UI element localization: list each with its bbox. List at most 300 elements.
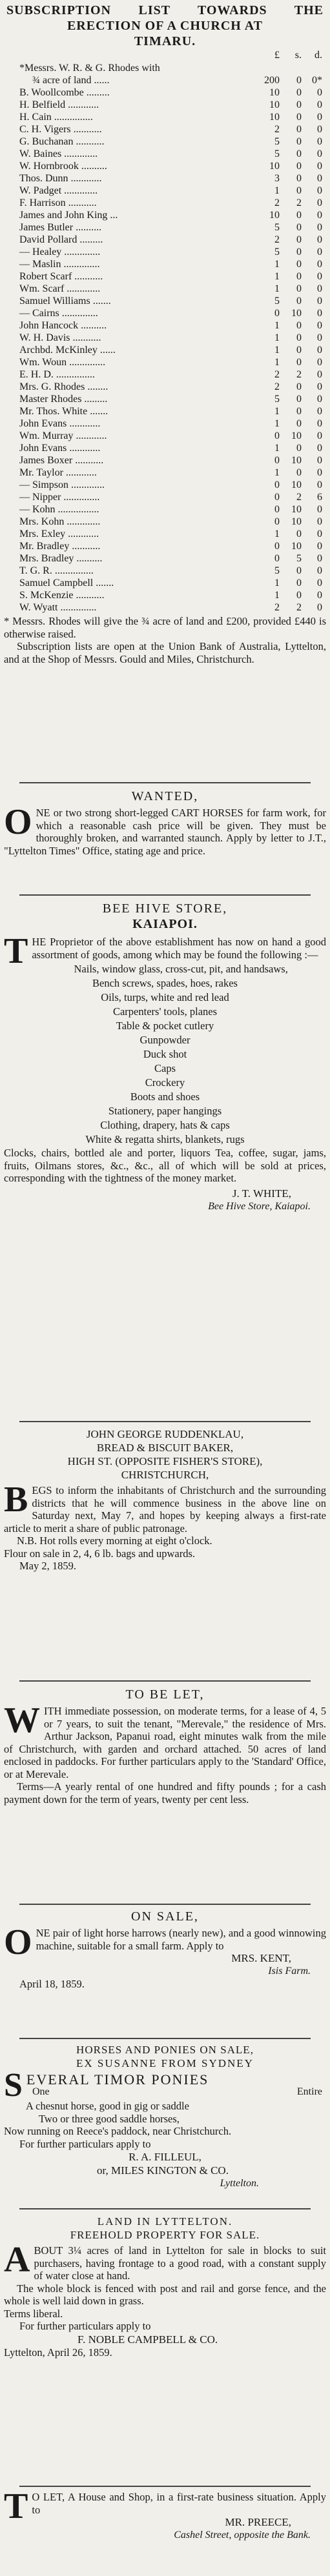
subscriber-name: Mrs. G. Rhodes ........ (19, 381, 108, 392)
amount-pounds: 1 (274, 590, 280, 601)
amount-pence: 0 (317, 406, 322, 417)
beehive-outro: Clocks, chairs, bottled ale and porter, liquors Tea, coffee, sugar, jams, fruits, Oilmans stores, &c., &c., all of which will be sold at prices, corresponding with the tightness of the money market. (4, 1147, 326, 1184)
amount-pence: 0 (317, 578, 322, 589)
divider (19, 782, 311, 783)
horses-item: A chesnut horse, good in gig or saddle (26, 2100, 189, 2112)
amount-pounds: 5 (274, 136, 280, 147)
amount-shillings: 0 (296, 247, 302, 257)
amount-pence: 0 (317, 259, 322, 270)
amount-shillings: 0 (296, 467, 302, 478)
amount-shillings: 0 (296, 161, 302, 172)
goods-item: Table & pocket cutlery (116, 1020, 214, 1032)
subscription-row (0, 540, 330, 552)
amount-pounds: 1 (274, 467, 280, 478)
wanted-ad (0, 789, 330, 857)
amount-pounds: 1 (274, 345, 280, 356)
beehive-intro-text: HE Proprietor of the above establishment has now on hand a good assortment of goods, among which may be found the following :— (32, 936, 326, 961)
subscriber-name: Wm. Murray ............ (19, 430, 107, 441)
subscriber-name: H. Belfield ............ (19, 99, 99, 110)
divider (19, 1421, 311, 1422)
amount-pounds: 1 (274, 185, 280, 196)
tobelet-body-text: ITH immediate possession, on moderate terms, for a lease of 4, 5 or 7 years, to suit the tenant, "Merevale," the residence of Mrs. Arthur Jackson, Papanui road, eight minutes walk from the mile of Christchurch, with garden and orchard attached. 50 acres of land enclosed in paddocks. For further particulars apply to the 'Standard' Office, or at Merevale. (4, 1705, 326, 1780)
amount-pounds: 2 (274, 381, 280, 392)
subscriber-name: James Boxer ........... (19, 455, 104, 466)
subscription-row (0, 479, 330, 491)
subscription-row (0, 565, 330, 577)
amount-pounds: 0 (274, 492, 280, 503)
amount-shillings: 0 (296, 296, 302, 307)
amount-pence: 0 (317, 602, 322, 613)
tobelet-terms: Terms—A yearly rental of one hundred and fifty pounds ; for a cash payment down for the term of years, twenty per cent less. (4, 1780, 326, 1806)
subscription-row (0, 136, 330, 148)
goods-item: Carpenters' tools, planes (112, 1005, 218, 1018)
subscriber-name: James and John King ... (19, 210, 118, 221)
horses-line2: EX SUSANNE FROM SYDNEY (76, 2057, 254, 2069)
amount-pence: 0 (317, 124, 322, 135)
tolet-sig-name: MR. PREECE, (225, 2516, 291, 2528)
amount-pounds: 1 (274, 406, 280, 417)
amount-pence: 0 (317, 185, 322, 196)
subscription-row (0, 418, 330, 430)
dropcap: W (4, 1700, 40, 1740)
divider (19, 1680, 311, 1682)
subscription-row (0, 86, 330, 99)
divider (19, 2038, 311, 2039)
amount-pence: 0 (317, 247, 322, 257)
subscriber-name: F. Harrison ........... (19, 197, 97, 208)
subscriber-name: — Cairns .............. (19, 308, 98, 319)
beehive-sig-place: Bee Hive Store, Kaiapoi. (208, 1200, 311, 1212)
amount-pounds: 2 (274, 197, 280, 208)
subscriber-name: B. Woollcombe ......... (19, 87, 110, 98)
amount-pence: 0 (317, 112, 322, 123)
subscription-row (0, 442, 330, 454)
amount-pence: 0 (317, 369, 322, 380)
amount-pounds: 1 (274, 357, 280, 368)
tobelet-body (0, 1700, 330, 1780)
amount-shillings: 0 (296, 136, 302, 147)
subscriber-name: Wm. Woun .............. (19, 357, 106, 368)
dropcap: T (4, 2491, 28, 2526)
amount-shillings: 0 (296, 357, 302, 368)
amount-shillings: 10 (291, 455, 302, 466)
dropcap: S (4, 2067, 23, 2104)
amount-pence: 0 (317, 320, 322, 331)
amount-pence: 6 (317, 492, 322, 503)
amount-pounds: 10 (269, 161, 280, 172)
onsale-sig-place: Isis Farm. (268, 1966, 311, 1977)
subscription-row (0, 295, 330, 307)
subscription-row (0, 172, 330, 185)
amount-pence: 0 (317, 541, 322, 552)
horses-items (0, 2100, 330, 2125)
amount-pounds: 0 (274, 479, 280, 490)
subscription-row (0, 62, 330, 74)
subscriber-name: — Nipper .............. (19, 492, 100, 503)
subscription-row (0, 209, 330, 221)
subscription-row (0, 430, 330, 442)
amount-shillings: 5 (296, 553, 302, 564)
amount-pence: 0 (317, 418, 322, 429)
subscriber-name: C. H. Vigers ........... (19, 124, 102, 135)
subscription-row (0, 528, 330, 540)
amount-shillings: 0 (296, 418, 302, 429)
amount-pence: 0 (317, 345, 322, 356)
amount-shillings: 0 (296, 222, 302, 233)
goods-item: Nails, window glass, cross-cut, pit, and handsaws, (74, 963, 288, 975)
subscription-row (0, 270, 330, 283)
amount-shillings: 0 (296, 259, 302, 270)
amount-pounds: 3 (274, 173, 280, 184)
subscription-row (0, 589, 330, 601)
amount-pounds: 5 (274, 148, 280, 159)
ruddenklau-title: JOHN GEORGE RUDDENKLAU, (86, 1428, 244, 1440)
subscription-ad (0, 3, 330, 665)
horses-ad (0, 2043, 330, 2190)
amount-pounds: 10 (269, 99, 280, 110)
amount-shillings: 0 (296, 283, 302, 294)
subscriber-name: E. H. D. ............... (19, 369, 95, 380)
amount-shillings: 0 (296, 87, 302, 98)
land-body2: The whole block is fenced with post and rail and gorse fence, and the whole is well laid down in grass. (4, 2282, 326, 2307)
amount-shillings: 0 (296, 148, 302, 159)
amount-pounds: 5 (274, 247, 280, 257)
subscription-row (0, 344, 330, 356)
subscription-row (0, 601, 330, 614)
goods-item: White & regatta shirts, blankets, rugs (85, 1133, 245, 1145)
subscriber-name: Mrs. Exley ............ (19, 528, 99, 539)
amount-shillings: 0 (296, 112, 302, 123)
divider (19, 1904, 311, 1905)
divider (19, 894, 311, 896)
horses-one: One (32, 2086, 50, 2097)
amount-pence: 0 (317, 332, 322, 343)
subscriber-name: John Evans ............ (19, 418, 101, 429)
amount-pence: 0 (317, 528, 322, 539)
subscriber-name: G. Buchanan ........... (19, 136, 105, 147)
tobelet-heading: TO BE LET, (125, 1687, 205, 1702)
subscription-title-2: ERECTION OF A CHURCH AT (67, 19, 263, 33)
subscription-row (0, 491, 330, 503)
subscription-row (0, 307, 330, 319)
land-body-text: BOUT 3¼ acres of land in Lyttelton for sale in blocks to suit purchasers, having frontage to a good road, with a constant supply of water close at hand. (34, 2244, 326, 2282)
goods-item: Crockery (145, 1076, 185, 1089)
amount-shillings: 0 (296, 75, 302, 86)
amount-shillings: 10 (291, 504, 302, 515)
amount-pence: 0 (317, 148, 322, 159)
dropcap: B (4, 1480, 28, 1520)
land-date: Lyttelton, April 26, 1859. (4, 2346, 112, 2359)
dropcap: O (4, 1922, 32, 1962)
amount-pounds: 10 (269, 210, 280, 221)
amount-shillings: 0 (296, 406, 302, 417)
subscriber-name: S. McKenzie ........... (19, 590, 105, 601)
subscription-row (0, 356, 330, 368)
land-further: For further particulars apply to (19, 2320, 151, 2332)
subscriber-name: Wm. Scarf ............. (19, 283, 101, 294)
ruddenklau-date: May 2, 1859. (19, 1560, 76, 1572)
amount-pence: 0 (317, 565, 322, 576)
amount-pence: 0 (317, 222, 322, 233)
amount-pence: 0 (317, 173, 322, 184)
subscription-footer: Subscription lists are open at the Union Bank of Australia, Lyttelton, and at the Shop of Messrs. Gould and Miles, Christchurch. (4, 640, 326, 665)
subscriber-name: Thos. Dunn ............ (19, 173, 102, 184)
subscriber-name: Mr. Thos. White ....... (19, 406, 108, 417)
subscriber-name: *Messrs. W. R. & G. Rhodes with (19, 63, 160, 74)
tolet-ad (0, 2491, 330, 2542)
dropcap: A (4, 2240, 30, 2280)
goods-item: Oils, turps, white and red lead (101, 991, 229, 1003)
amount-pounds: 5 (274, 296, 280, 307)
goods-item: Bench screws, spades, hoes, rakes (92, 977, 238, 989)
subscription-row (0, 381, 330, 393)
wanted-body (0, 802, 330, 857)
amount-pence: 0 (317, 161, 322, 172)
amount-shillings: 10 (291, 516, 302, 527)
goods-item: Caps (154, 1062, 176, 1074)
amount-pounds: 10 (269, 112, 280, 123)
amount-pence: 0 (317, 357, 322, 368)
subscriber-name: T. G. R. ............... (19, 565, 94, 576)
amount-pence: 0 (317, 455, 322, 466)
subscriber-name: Mr. Taylor ............ (19, 467, 97, 478)
amount-pence: 0 (317, 504, 322, 515)
amount-shillings: 10 (291, 308, 302, 319)
amount-shillings: 0 (296, 173, 302, 184)
horses-further: For further particulars apply to (19, 2137, 151, 2150)
dropcap: T (4, 931, 28, 971)
amount-pounds: 0 (274, 516, 280, 527)
wanted-text: NE or two strong short-legged CART HORSES for farm work, for which a reasonable cash price will be given. They must be thoroughly broken, and warranted staunch. Apply by letter to J.T., "Lyttelton Times" Office, stating age and price. (4, 807, 326, 857)
amount-pence: 0 (317, 197, 322, 208)
amount-pence: 0 (317, 99, 322, 110)
amount-pounds: 200 (264, 75, 280, 86)
subscription-row (0, 160, 330, 172)
amount-pence: 0 (317, 234, 322, 245)
subscription-row (0, 111, 330, 123)
amount-pounds: 1 (274, 418, 280, 429)
onsale-sig-name: MRS. KENT, (231, 1952, 291, 1964)
amount-shillings: 0 (296, 590, 302, 601)
amount-pence: 0 (317, 136, 322, 147)
land-body (0, 2240, 330, 2282)
subscriber-name: John Evans ............ (19, 443, 101, 454)
amount-shillings: 0 (296, 394, 302, 405)
horses-agent1: R. A. FILLEUL, (129, 2151, 201, 2163)
amount-pounds: 0 (274, 504, 280, 515)
tolet-sig-place: Cashel Street, opposite the Bank. (174, 2530, 311, 2541)
amount-pounds: 5 (274, 394, 280, 405)
amount-pounds: 2 (274, 602, 280, 613)
subscription-row (0, 503, 330, 516)
subscription-row (0, 577, 330, 589)
amount-pence: 0 (317, 553, 322, 564)
ruddenklau-nb2: Flour on sale in 2, 4, 6 lb. bags and upwards. (4, 1547, 196, 1560)
subscriber-name: W. H. Davis ........... (19, 332, 101, 343)
amount-pounds: 2 (274, 124, 280, 135)
amount-pounds: 2 (274, 369, 280, 380)
ruddenklau-line2: BREAD & BISCUIT BAKER, (96, 1442, 234, 1454)
amount-pence: 0 (317, 394, 322, 405)
amount-pence: 0 (317, 381, 322, 392)
amount-pounds: 0 (274, 430, 280, 441)
ruddenklau-line3: HIGH ST. (OPPOSITE FISHER'S STORE), (67, 1455, 263, 1467)
ruddenklau-nb1: N.B. Hot rolls every morning at eight o'clock. (17, 1535, 212, 1547)
onsale-ad (0, 1909, 330, 1991)
subscription-title-3: TIMARU. (134, 34, 196, 48)
goods-item: Boots and shoes (130, 1091, 200, 1103)
goods-item: Clothing, drapery, hats & caps (100, 1119, 230, 1131)
amount-pence: 0 (317, 430, 322, 441)
subscription-row (0, 197, 330, 209)
ruddenklau-line4: CHRISTCHURCH, (121, 1469, 209, 1481)
subscription-row (0, 319, 330, 332)
amount-shillings: 10 (291, 430, 302, 441)
amount-shillings: 0 (296, 345, 302, 356)
horses-headline (0, 2067, 330, 2104)
amount-pounds: 5 (274, 565, 280, 576)
subscriber-name: Samuel Williams ....... (19, 296, 111, 307)
subscription-row (0, 234, 330, 246)
onsale-body-text: NE pair of light horse harrows (nearly new), and a good winnowing machine, suitable for a small farm. Apply to (36, 1927, 326, 1952)
amount-shillings: 0 (296, 578, 302, 589)
subscription-row (0, 332, 330, 344)
subscriber-name: — Healey .............. (19, 247, 101, 257)
subscription-row (0, 283, 330, 295)
amount-pounds: 1 (274, 578, 280, 589)
subscriber-name: John Hancock .......... (19, 320, 107, 331)
amount-pence: 0 (317, 271, 322, 282)
ruddenklau-ad (0, 1427, 330, 1573)
land-ad (0, 2215, 330, 2359)
goods-item: Duck shot (143, 1048, 187, 1060)
subscription-row (0, 246, 330, 258)
amount-shillings: 0 (296, 565, 302, 576)
subscription-col-headers (0, 49, 330, 62)
amount-shillings: 10 (291, 479, 302, 490)
amount-pence: 0 (317, 443, 322, 454)
amount-shillings: 0 (296, 271, 302, 282)
subscriber-name: W. Padget ............. (19, 185, 98, 196)
beehive-title: BEE HIVE STORE, (102, 901, 228, 916)
subscription-note: * Messrs. Rhodes will give the ¾ acre of land and £200, provided £440 is otherwise raised. (4, 615, 326, 640)
ruddenklau-body (0, 1480, 330, 1535)
amount-pence: 0 (317, 87, 322, 98)
subscription-row (0, 405, 330, 418)
subscriber-name: James Butler .......... (19, 222, 102, 233)
subscriber-name: — Simpson ............. (19, 479, 105, 490)
amount-pounds: 5 (274, 222, 280, 233)
amount-pounds: 1 (274, 271, 280, 282)
onsale-date: April 18, 1859. (19, 1978, 85, 1990)
subscriber-name: Robert Scarf ........... (19, 271, 103, 282)
amount-pounds: 1 (274, 332, 280, 343)
dropcap: O (4, 802, 32, 842)
amount-pence: 0 (317, 308, 322, 319)
horses-entire: Entire (296, 2086, 322, 2097)
amount-shillings: 0 (296, 124, 302, 135)
subscription-row (0, 368, 330, 381)
amount-shillings: 0 (296, 210, 302, 221)
subscription-title-1: SUBSCRIPTION LIST TOWARDS THE (6, 3, 324, 17)
col-pounds: £ (274, 50, 280, 61)
amount-pence: 0* (312, 75, 322, 86)
subscriber-name: David Pollard ......... (19, 234, 103, 245)
amount-pence: 0 (317, 516, 322, 527)
amount-pence: 0 (317, 296, 322, 307)
subscription-row (0, 258, 330, 270)
land-terms: Terms liberal. (4, 2307, 63, 2320)
subscription-row (0, 454, 330, 467)
amount-pence: 0 (317, 479, 322, 490)
amount-pence: 0 (317, 590, 322, 601)
amount-shillings: 0 (296, 443, 302, 454)
amount-pounds: 0 (274, 308, 280, 319)
tobelet-ad (0, 1687, 330, 1806)
amount-shillings: 0 (296, 381, 302, 392)
subscription-row (0, 99, 330, 111)
amount-pounds: 0 (274, 553, 280, 564)
amount-pounds: 10 (269, 87, 280, 98)
subscription-row (0, 467, 330, 479)
subscriber-name: Samuel Campbell ....... (19, 578, 114, 589)
subscriber-name: — Kohn ................ (19, 504, 99, 515)
amount-shillings: 2 (296, 369, 302, 380)
amount-shillings: 0 (296, 320, 302, 331)
subscription-row (0, 74, 330, 86)
amount-pounds: 1 (274, 528, 280, 539)
subscriber-name: Mrs. Bradley .......... (19, 553, 103, 564)
amount-shillings: 2 (296, 602, 302, 613)
subscriber-name: Mr. Bradley ........... (19, 541, 101, 552)
col-shillings: s. (294, 50, 302, 61)
amount-pence: 0 (317, 467, 322, 478)
amount-pounds: 2 (274, 234, 280, 245)
beehive-goods-list (0, 962, 330, 1147)
amount-shillings: 0 (296, 332, 302, 343)
amount-shillings: 2 (296, 492, 302, 503)
subscription-row (0, 185, 330, 197)
subscriber-name: H. Cain ............... (19, 112, 93, 123)
horses-body: Now running on Reece's paddock, near Christchurch. (4, 2125, 232, 2137)
subscriber-name: Mrs. Kohn ............. (19, 516, 101, 527)
subscriber-name: W. Wyatt .............. (19, 602, 97, 613)
amount-shillings: 2 (296, 197, 302, 208)
divider (19, 2208, 311, 2209)
amount-shillings: 0 (296, 528, 302, 539)
goods-item: Gunpowder (139, 1034, 191, 1046)
subscription-row (0, 552, 330, 565)
subscription-row (0, 516, 330, 528)
horses-line1: HORSES AND PONIES ON SALE, (76, 2044, 254, 2056)
subscriber-name: Archbd. McKinley ...... (19, 345, 116, 356)
subscription-row (0, 393, 330, 405)
amount-shillings: 10 (291, 541, 302, 552)
amount-pounds: 1 (274, 320, 280, 331)
ruddenklau-body-text: EGS to inform the inhabitants of Christchurch and the surrounding districts that he will commence business in the above line on Saturday next, May 7, and hopes by keeping always a first-rate article to merit a share of public patronage. (4, 1484, 326, 1535)
horses-or: or, MILES KINGTON & CO. (97, 2164, 229, 2177)
amount-pence: 0 (317, 210, 322, 221)
divider (19, 2486, 311, 2487)
tolet-body-text: O LET, A House and Shop, in a first-rate business situation. Apply to (32, 2491, 326, 2516)
col-pence: d. (315, 50, 322, 61)
beehive-subtitle: KAIAPOI. (132, 917, 198, 931)
subscriber-name: W. Baines ............. (19, 148, 98, 159)
subscription-row (0, 123, 330, 136)
horses-item: Two or three good saddle horses, (39, 2112, 180, 2125)
subscription-row (0, 148, 330, 160)
land-agent: F. NOBLE CAMPBELL & CO. (77, 2333, 218, 2346)
